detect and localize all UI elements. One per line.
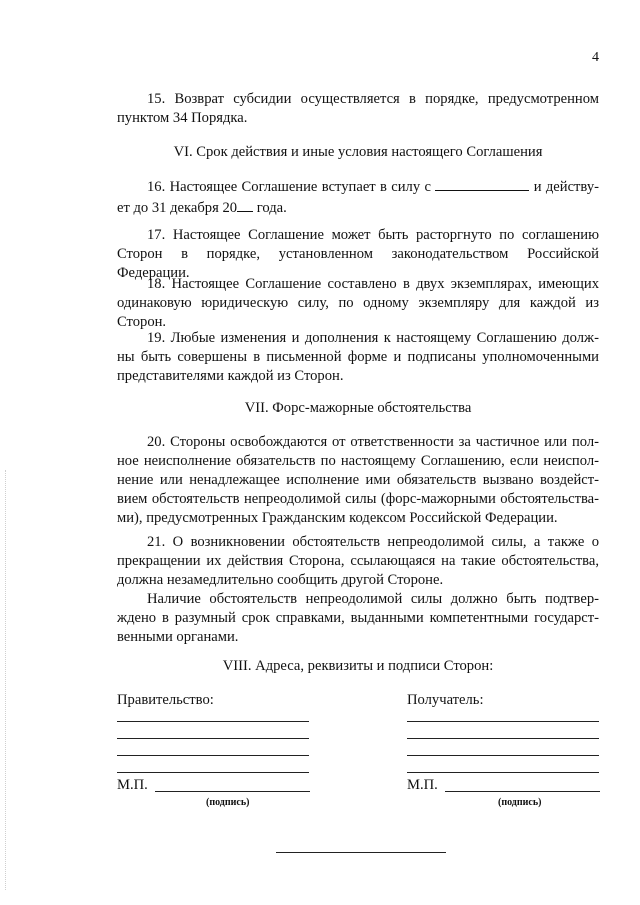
paragraph-17: 17. Настоящее Соглашение может быть расторгнуто по соглашению Сторон в порядке, установленном законодательством Российской Федерации. [117,227,599,281]
left-signature-block [117,691,317,711]
scan-margin-artifact [5,470,7,890]
right-signature-line [407,721,599,722]
right-signature-field [445,791,600,792]
p16-text-middle: и действу-ет до 31 декабря 20 [117,179,599,216]
paragraph-21: 21. О возникновении обстоятельств непреодолимой силы, а также о прекращении их действия Сторона, ссылающаяся на такие обстоятельства, должна незамедлительно сообщить другой Стороне. [117,534,599,588]
section-6-title: VI. Срок действия и иные условия настоящего Соглашения [173,144,543,160]
left-signature-line [117,721,309,722]
left-signature-line [117,755,309,756]
right-signature-line [407,772,599,773]
left-signature-caption: (подпись) [206,797,250,808]
left-stamp-label: М.П. [117,777,148,793]
left-party-label: Правительство: [117,692,214,708]
paragraph-21-continued: Наличие обстоятельств непреодолимой силы должно быть подтвер-ждено в разумный срок справками, выданными компетентными государст-венными органами. [117,591,599,645]
right-signature-line [407,738,599,739]
left-signature-line [117,738,309,739]
paragraph-18: 18. Настоящее Соглашение составлено в двух экземплярах, имеющих одинаковую юридическую силу, по одному экземпляру для каждой из Сторон. [117,276,599,330]
footer-separator-line [276,852,446,853]
right-party-label: Получатель: [407,692,484,708]
right-signature-caption: (подпись) [498,797,542,808]
p16-text-end: года. [256,200,287,216]
p16-text-start: 16. Настоящее Соглашение вступает в силу с [147,179,431,195]
section-8-title: VIII. Адреса, реквизиты и подписи Сторон: [222,658,494,674]
start-date-blank [435,176,529,191]
paragraph-20: 20. Стороны освобождаются от ответственности за частичное или пол-ное неисполнение обязательств по настоящему Соглашению, если неиспол-нение или ненадлежащее исполнение ими обязательств вызвано воздейст-вием обстоятельств непреодолимой силы (форс-мажорными обстоятельства-ми), предусмотренных Гражданским кодексом Российской Федерации. [117,434,599,526]
paragraph-19: 19. Любые изменения и дополнения к настоящему Соглашению долж-ны быть совершены в письменной форме и подписаны уполномоченными представителями каждой из Сторон. [117,330,599,384]
year-blank [237,197,253,212]
left-signature-field [155,791,310,792]
paragraph-16 [117,176,599,218]
paragraph-15: 15. Возврат субсидии осуществляется в порядке, предусмотренном пунктом 34 Порядка. [117,91,599,126]
page-number: 4 [592,50,599,65]
right-stamp-label: М.П. [407,777,438,793]
section-7-title: VII. Форс-мажорные обстоятельства [244,400,472,416]
right-signature-block [407,691,607,711]
left-signature-line [117,772,309,773]
right-signature-line [407,755,599,756]
